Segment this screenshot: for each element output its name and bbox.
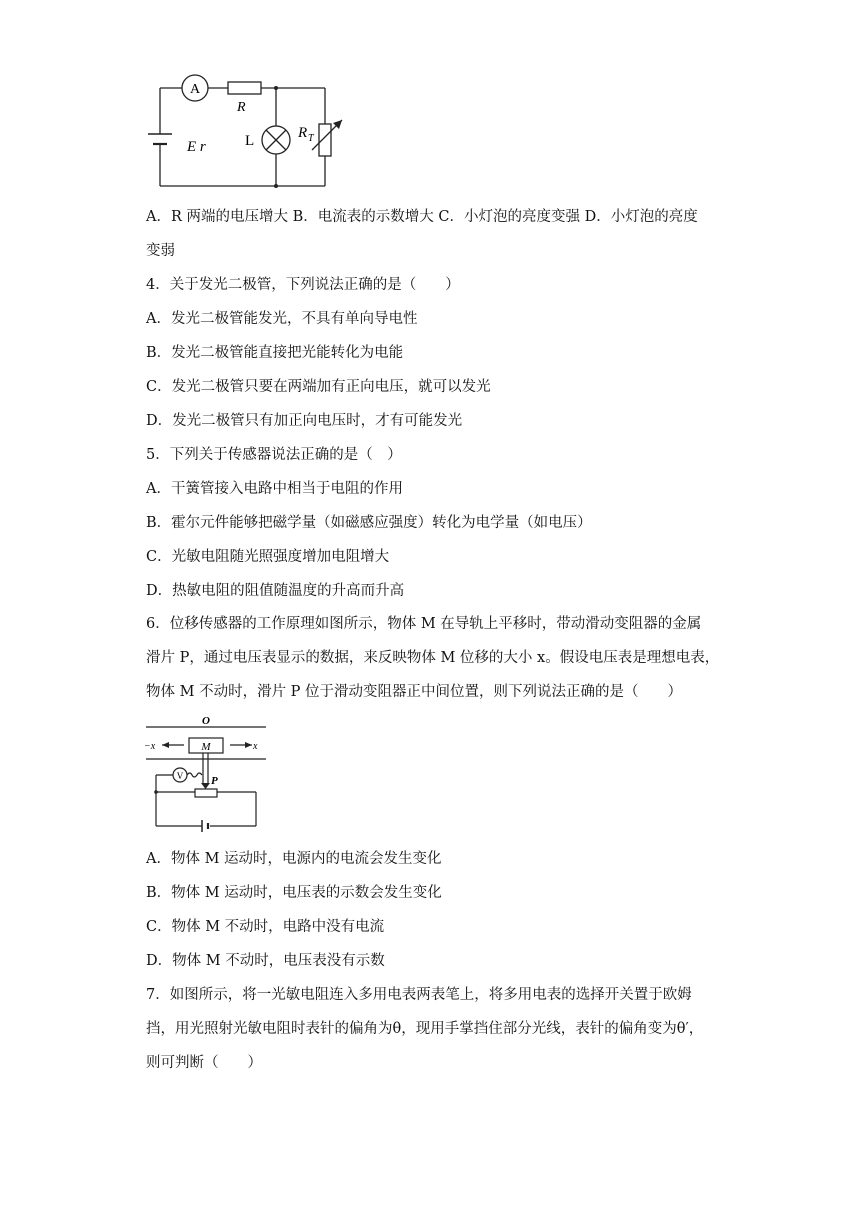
- voltmeter-label: V: [176, 771, 184, 781]
- q6-option-a: A．物体 M 运动时，电源内的电流会发生变化: [146, 851, 442, 867]
- q7-stem-line3: 则可判断（ ）: [146, 1055, 262, 1071]
- q5-option-b: B．霍尔元件能够把磁学量（如磁感应强度）转化为电学量（如电压）: [146, 515, 592, 531]
- circuit-figure-1: [140, 70, 360, 195]
- displacement-sensor-figure: [140, 712, 275, 834]
- q6-stem-line3: 物体 M 不动时，滑片 P 位于滑动变阻器正中间位置，则下列说法正确的是（ ）: [146, 684, 683, 700]
- thermistor-label: R: [298, 125, 308, 141]
- q3-options-line1: A．R 两端的电压增大 B．电流表的示数增大 C．小灯泡的亮度变强 D．小灯泡的亮度: [146, 209, 698, 225]
- slider-label: P: [211, 775, 218, 787]
- ammeter-label: A: [189, 82, 201, 97]
- lamp-label: L: [245, 133, 255, 149]
- q4-option-a: A．发光二极管能发光，不具有单向导电性: [146, 311, 418, 327]
- source-label: E r: [187, 139, 206, 155]
- q6-option-d: D．物体 M 不动时，电压表没有示数: [146, 953, 385, 969]
- q4-option-b: B．发光二极管能直接把光能转化为电能: [146, 345, 404, 361]
- q4-option-d: D．发光二极管只有加正向电压时，才有可能发光: [146, 413, 463, 429]
- q5-option-a: A．干簧管接入电路中相当于电阻的作用: [146, 481, 403, 497]
- q5-stem: 5．下列关于传感器说法正确的是（ ）: [146, 447, 402, 463]
- q5-option-c: C．光敏电阻随光照强度增加电阻增大: [146, 549, 390, 565]
- q3-options-line2: 变弱: [146, 243, 175, 259]
- q6-stem-line1: 6．位移传感器的工作原理如图所示，物体 M 在导轨上平移时，带动滑动变阻器的金属: [146, 616, 702, 632]
- resistor-label: R: [237, 100, 246, 115]
- thermistor-subscript: T: [308, 133, 314, 144]
- q6-option-c: C．物体 M 不动时，电路中没有电流: [146, 919, 385, 935]
- q6-stem-line2: 滑片 P，通过电压表显示的数据，来反映物体 M 位移的大小 x。假设电压表是理想电表，: [146, 650, 720, 666]
- q7-stem-line1: 7．如图所示，将一光敏电阻连入多用电表两表笔上，将多用电表的选择开关置于欧姆: [146, 987, 692, 1003]
- q7-stem-line2: 挡，用光照射光敏电阻时表针的偏角为θ，现用手掌挡住部分光线，表针的偏角变为θ′，: [146, 1021, 704, 1037]
- q4-stem: 4．关于发光二极管，下列说法正确的是（ ）: [146, 277, 460, 293]
- block-label: M: [201, 741, 211, 753]
- q5-option-d: D．热敏电阻的阻值随温度的升高而升高: [146, 583, 405, 599]
- q6-option-b: B．物体 M 运动时，电压表的示数会发生变化: [146, 885, 442, 901]
- origin-label: O: [202, 715, 210, 727]
- positive-x-label: x: [253, 741, 258, 752]
- negative-x-label: −x: [144, 741, 156, 752]
- q4-option-c: C．发光二极管只要在两端加有正向电压，就可以发光: [146, 379, 491, 395]
